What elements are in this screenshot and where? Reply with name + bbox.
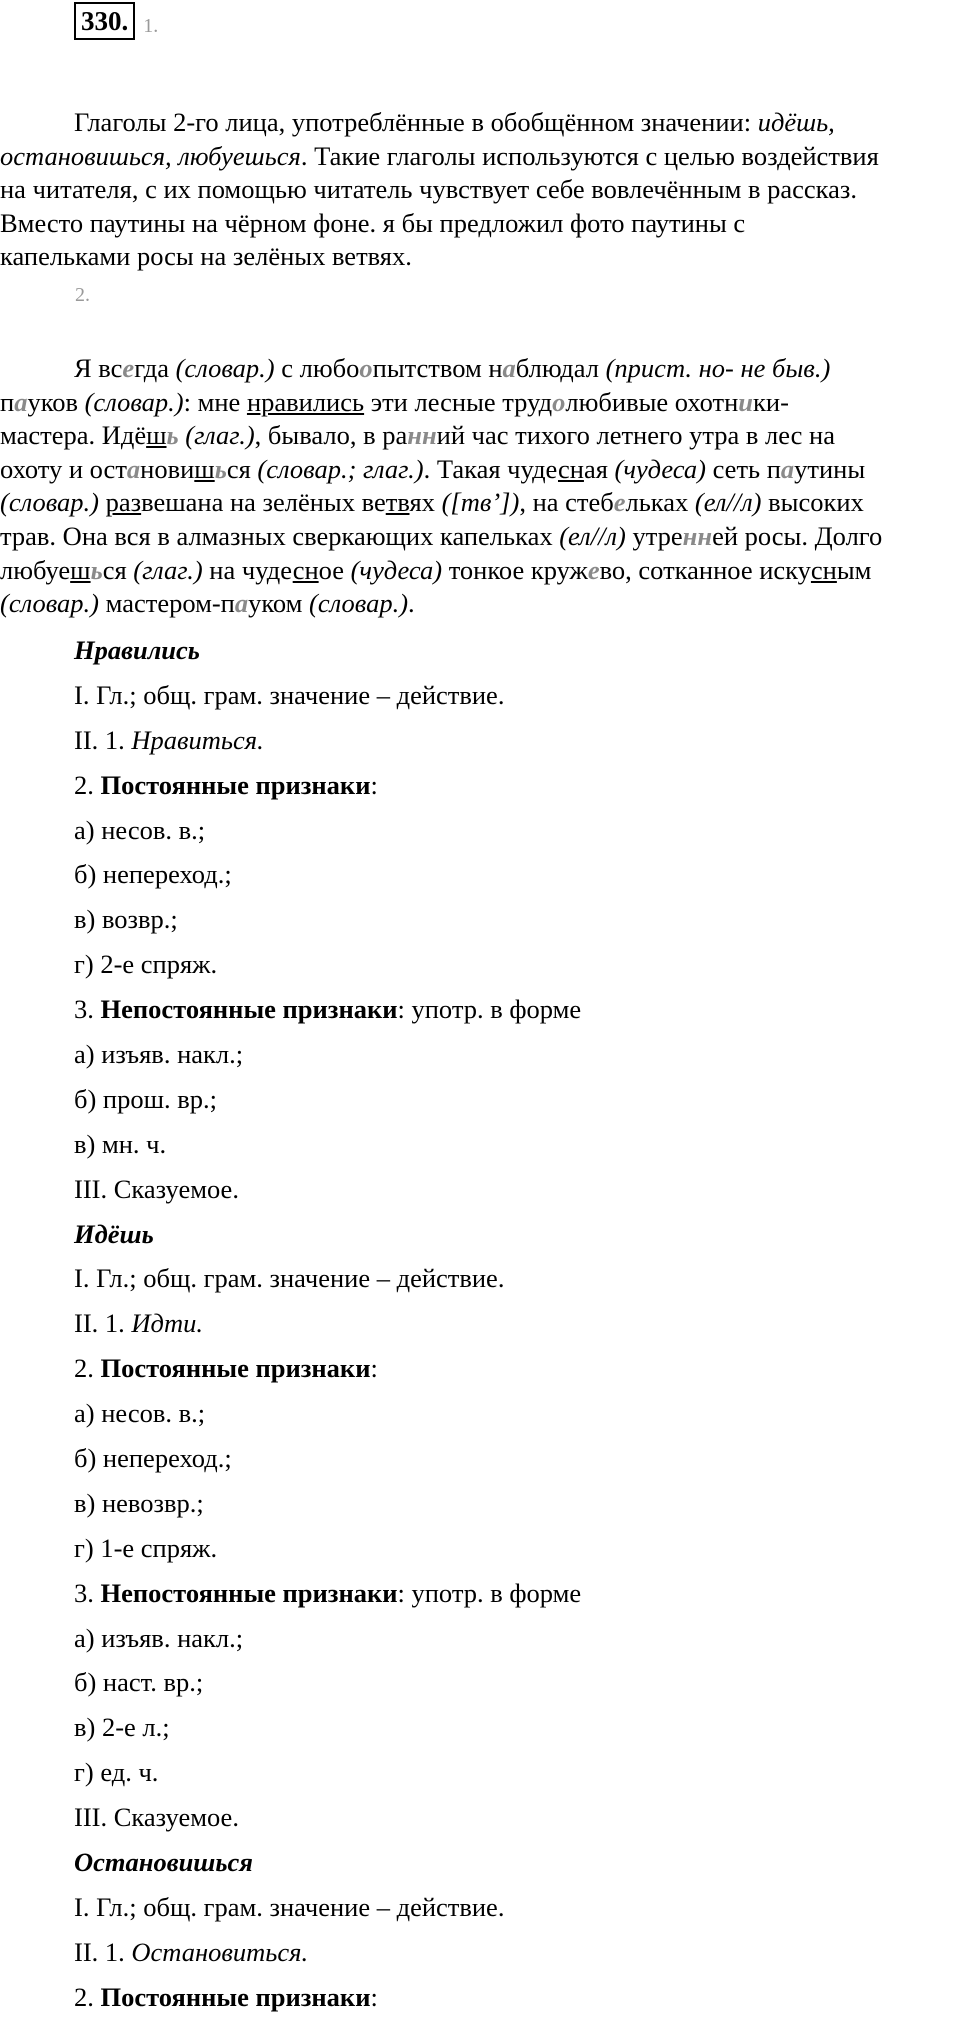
italic-note: Остановиться. — [131, 1936, 309, 1967]
text-run: капельками росы на зелёных ветвях. — [0, 241, 412, 272]
text-run: эти лесные труд — [364, 386, 553, 417]
analysis-line — [74, 1256, 954, 1301]
analyzed-word: Остановишься — [74, 1847, 253, 1878]
text-run: любивые охотн — [565, 386, 739, 417]
text-run: пытством н — [372, 353, 503, 383]
text-run: : — [370, 1353, 378, 1384]
text-line — [0, 453, 958, 487]
part-2-label: 2. — [75, 284, 90, 306]
text-run: на чуде — [202, 554, 293, 585]
part-1-paragraph — [0, 106, 958, 274]
text-run: б) прош. вр.; — [74, 1083, 218, 1114]
exercise-header — [74, 2, 158, 42]
italic-note: (глаг.) — [133, 554, 203, 585]
text-run: : мне — [183, 386, 247, 417]
text-run: II. 1. — [74, 1308, 132, 1339]
orthogram-letter: нн — [682, 520, 713, 551]
italic-note: остановишься, любуешься — [0, 140, 301, 171]
exercise-number: 330. — [74, 2, 135, 40]
text-line — [0, 173, 958, 207]
marked-morpheme: раз — [105, 487, 142, 518]
text-run: г) ед. ч. — [74, 1757, 159, 1788]
part-1-label: 1. — [143, 14, 159, 37]
text-run: на читателя, с их помощью читатель чувствует себе вовлечённым в рассказ. — [0, 174, 857, 205]
bold-term: Непостоянные признаки — [100, 1577, 398, 1608]
text-run: во, сотканное иску — [599, 554, 811, 585]
orthogram-letter: ь — [166, 420, 179, 451]
text-run: мастером-п — [99, 588, 235, 619]
analysis-line — [74, 1526, 954, 1571]
text-run: , на стеб — [519, 487, 614, 518]
italic-note: (словар.) — [0, 588, 99, 619]
italic-note: (словар.; глаг.) — [257, 453, 424, 484]
text-run: . — [408, 588, 415, 619]
italic-note: (словар.) — [0, 487, 99, 518]
italic-note: Нравиться. — [131, 724, 264, 755]
analysis-line — [74, 1301, 954, 1346]
text-run: : — [370, 1981, 378, 2012]
analysis-line — [74, 987, 954, 1032]
analysis-line — [74, 1032, 954, 1077]
text-line — [0, 486, 958, 520]
text-run: . Такие глаголы используются с целью воздействия — [300, 140, 879, 171]
orthogram-letter: ь — [214, 453, 227, 484]
analysis-line — [74, 1930, 954, 1975]
marked-morpheme: ш — [146, 420, 167, 451]
text-run: в) возвр.; — [74, 904, 178, 935]
text-line — [0, 207, 958, 241]
text-run: ий час тихого летнего утра в лес на — [436, 420, 835, 451]
text-run: I. Гл.; общ. грам. значение – действие. — [74, 1891, 505, 1922]
part-2-paragraph — [0, 352, 958, 621]
text-run: ое — [318, 554, 351, 585]
text-run: 3. — [74, 994, 101, 1025]
text-run: Глаголы 2-го лица, употреблённые в обобщённом значении: — [74, 107, 758, 137]
orthogram-letter: а — [780, 453, 795, 484]
orthogram-letter: а — [502, 353, 516, 383]
analysis-line — [74, 1391, 954, 1436]
text-run: в) мн. ч. — [74, 1128, 167, 1159]
marked-morpheme: тв — [385, 487, 410, 518]
text-run: охоту и ост — [0, 453, 127, 484]
italic-note: (чудеса) — [350, 554, 443, 585]
text-run: II. 1. — [74, 724, 132, 755]
text-run: уком — [248, 588, 310, 619]
text-run: в) 2-е л.; — [74, 1712, 170, 1743]
text-run: I. Гл.; общ. грам. значение – действие. — [74, 1263, 505, 1294]
text-run — [99, 487, 106, 517]
italic-note: (словар.) — [175, 353, 275, 383]
text-run: б) непереход.; — [74, 859, 232, 890]
text-run: Вместо паутины на чёрном фоне. я бы предложил фото паутины с — [0, 207, 746, 238]
italic-note: (чудеса) — [614, 453, 706, 484]
analysis-line — [74, 763, 954, 808]
analysis-line — [74, 1122, 954, 1167]
analysis-line — [74, 1660, 954, 1705]
text-run: . Такая чуде — [423, 453, 558, 484]
marked-morpheme: сн — [557, 453, 584, 484]
text-run: тонкое круж — [442, 554, 588, 585]
text-run: : употр. в форме — [397, 994, 582, 1025]
analysis-line — [74, 942, 954, 987]
analysis-line — [74, 673, 954, 718]
text-run: а) несов. в.; — [74, 1398, 206, 1429]
text-run: 2. — [74, 1981, 101, 2012]
text-run: : употр. в форме — [397, 1577, 582, 1608]
text-run: утре — [625, 520, 683, 551]
text-run: блюдал — [515, 353, 606, 383]
text-run: ся — [226, 453, 258, 484]
text-run: III. Сказуемое. — [74, 1802, 239, 1833]
orthogram-letter: а — [14, 386, 28, 417]
morphological-analysis — [74, 628, 954, 2020]
analysis-line — [74, 1167, 954, 1212]
text-run: а) изъяв. накл.; — [74, 1622, 244, 1653]
text-run: любуе — [0, 554, 71, 585]
text-run: сеть п — [705, 453, 781, 484]
text-run: мастера. Идё — [0, 420, 147, 451]
text-run: а) несов. в.; — [74, 814, 206, 845]
text-run: 2. — [74, 769, 101, 800]
italic-note: (глаг.) — [185, 420, 255, 451]
bold-term: Постоянные признаки — [100, 769, 371, 800]
marked-morpheme: ш — [194, 453, 215, 484]
text-run: г) 2-е спряж. — [74, 949, 218, 980]
text-run: гда — [134, 353, 176, 383]
marked-morpheme: нравились — [246, 386, 365, 417]
text-run: с любо — [274, 353, 360, 383]
analysis-line — [74, 1795, 954, 1840]
italic-note: (словар.) — [84, 386, 184, 417]
orthogram-letter: о — [359, 353, 373, 383]
text-run: 3. — [74, 1577, 101, 1608]
analysis-line — [74, 1616, 954, 1661]
text-run: : — [370, 769, 378, 800]
analyzed-word: Идёшь — [74, 1218, 154, 1249]
analysis-line — [74, 1571, 954, 1616]
orthogram-letter: ь — [90, 554, 103, 585]
text-run: ях — [409, 487, 442, 518]
analysis-line — [74, 808, 954, 853]
text-run: высоких — [761, 487, 864, 518]
text-run: б) наст. вр.; — [74, 1667, 204, 1698]
bold-term: Постоянные признаки — [100, 1353, 371, 1384]
analysis-line — [74, 1750, 954, 1795]
text-run: уков — [27, 386, 85, 417]
analysis-line — [74, 1346, 954, 1391]
text-run: в) невозвр.; — [74, 1487, 204, 1518]
analysis-line — [74, 1481, 954, 1526]
text-run: Я вс — [74, 353, 123, 383]
analysis-line — [74, 1885, 954, 1930]
italic-note: (прист. но- не быв.) — [605, 353, 831, 383]
text-run: ки- — [753, 386, 789, 417]
marked-morpheme: сн — [810, 554, 837, 585]
text-run: ым — [836, 554, 872, 585]
analysis-line — [74, 718, 954, 763]
text-run: утины — [794, 453, 866, 484]
text-run: I. Гл.; общ. грам. значение – действие. — [74, 679, 505, 710]
orthogram-letter: е — [613, 487, 626, 518]
analyzed-word: Нравились — [74, 635, 200, 665]
analysis-line — [74, 1077, 954, 1122]
text-run: 2. — [74, 1353, 101, 1384]
orthogram-letter: а — [234, 588, 249, 619]
text-run: льках — [625, 487, 695, 518]
text-run: вешана на зелёных ве — [141, 487, 386, 518]
text-line — [0, 520, 958, 554]
orthogram-letter: а — [126, 453, 141, 484]
text-run: б) непереход.; — [74, 1443, 232, 1474]
italic-note: Идти. — [131, 1308, 203, 1339]
orthogram-letter: о — [552, 386, 566, 417]
text-run: ей росы. Долго — [712, 520, 883, 551]
text-run: , бывало, в ра — [254, 420, 408, 451]
bold-term: Постоянные признаки — [100, 1981, 371, 2012]
text-run: г) 1-е спряж. — [74, 1532, 218, 1563]
italic-note: (словар.) — [309, 588, 409, 619]
italic-note: идёшь, — [757, 107, 835, 137]
text-run: нови — [140, 453, 195, 484]
orthogram-letter: е — [587, 554, 600, 585]
text-run: п — [0, 386, 15, 417]
text-run: трав. Она вся в алмазных сверкающих капельках — [0, 520, 560, 551]
bold-term: Непостоянные признаки — [100, 994, 398, 1025]
text-run: II. 1. — [74, 1936, 132, 1967]
analysis-line — [74, 897, 954, 942]
italic-note: (ел//л) — [559, 520, 626, 551]
analysis-line — [74, 852, 954, 897]
analysis-line — [74, 1705, 954, 1750]
marked-morpheme: ш — [70, 554, 91, 585]
text-run: III. Сказуемое. — [74, 1173, 239, 1204]
orthogram-letter: нн — [407, 420, 437, 451]
text-line — [0, 140, 958, 174]
text-line — [0, 386, 958, 420]
italic-note: ([тв’]) — [441, 487, 520, 518]
text-run: ся — [102, 554, 134, 585]
text-line — [0, 587, 958, 621]
italic-note: (ел//л) — [694, 487, 762, 518]
orthogram-letter: и — [738, 386, 754, 417]
marked-morpheme: сн — [292, 554, 319, 585]
orthogram-letter: е — [122, 353, 135, 383]
text-run: а) изъяв. накл.; — [74, 1039, 244, 1070]
text-run: ая — [583, 453, 615, 484]
analysis-line — [74, 1975, 954, 2020]
text-line — [0, 419, 958, 453]
text-line — [0, 352, 958, 386]
text-line — [0, 554, 958, 588]
analysis-line — [74, 1436, 954, 1481]
text-line — [0, 106, 958, 140]
text-line — [0, 240, 958, 274]
